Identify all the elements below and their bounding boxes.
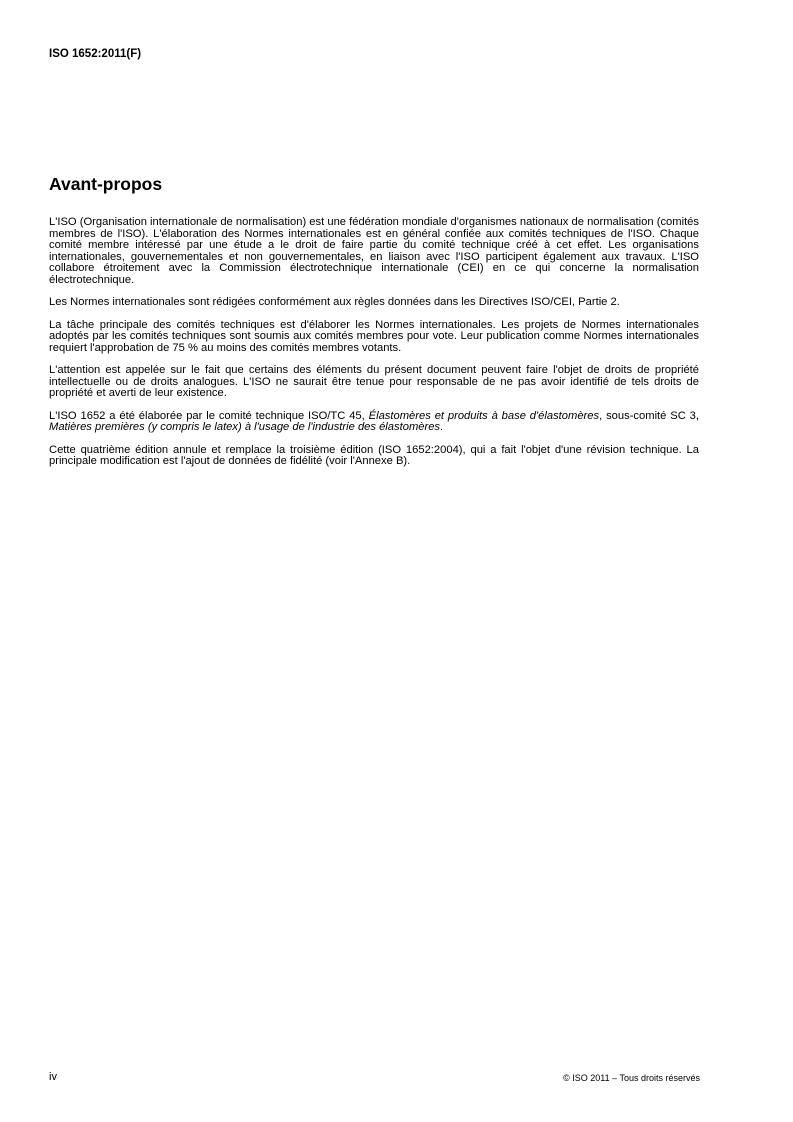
page-number: iv (49, 1071, 57, 1083)
paragraph-directives: Les Normes internationales sont rédigées conformément aux règles données dans les Directives ISO/CEI, Partie 2. (49, 296, 620, 308)
paragraph-patent-rights: L'attention est appelée sur le fait que certains des éléments du présent document peuvent faire l'objet de droits de propriété intellectuelle ou de droits analogues. L'ISO ne saurait être tenue pour responsable de ne pas avoir identifié de tels droits de propriété et averti de leur existence. (49, 364, 699, 399)
prepared-by-text-3: . (440, 421, 444, 433)
paragraph-edition: Cette quatrième édition annule et remplace la troisième édition (ISO 1652:2004), qui a fait l'objet d'une révision technique. La principale modification est l'ajout de données de fidélité (voir l'Annexe B). (49, 443, 699, 467)
document-id: ISO 1652:2011(F) (49, 48, 142, 60)
prepared-by-text-1: L'ISO 1652 a été élaborée par le comité technique ISO/TC 45, (49, 409, 369, 422)
paragraph-technical-committees: La tâche principale des comités techniques est d'élaborer les Normes internationales. Les projets de Normes internationales adoptés par les comités techniques sont soumis aux comités membres pour vote. Leur publication comme Normes internationales requiert l'approbation de 75 % au moins des comités membres votants. (49, 318, 699, 354)
committee-title: Élastomères et produits à base d'élastomères (368, 409, 600, 422)
foreword-title: Avant-propos (49, 174, 163, 194)
copyright-notice: © ISO 2011 – Tous droits réservés (563, 1073, 700, 1083)
paragraph-prepared-by (49, 411, 699, 434)
prepared-by-text-2: , sous-comité SC 3, (599, 409, 700, 422)
paragraph-iso-organisation: L'ISO (Organisation internationale de normalisation) est une fédération mondiale d'organismes nationaux de normalisation (comités membres de l'ISO). L'élaboration des Normes internationales est en général confiée aux comités techniques de l'ISO. Chaque comité membre intéressé par une étude a le droit de faire partie du comité technique créé à cet effet. Les organisations internationales, gouvernementales et non gouvernementales, en liaison avec l'ISO participent également aux travaux. L'ISO collabore étroitement avec la Commission électrotechnique internationale (CEI) en ce qui concerne la normalisation électrotechnique. (49, 216, 699, 286)
foreword-body (49, 217, 699, 479)
subcommittee-title: Matières premières (y compris le latex) à l'usage de l'industrie des élastomères (49, 421, 441, 433)
